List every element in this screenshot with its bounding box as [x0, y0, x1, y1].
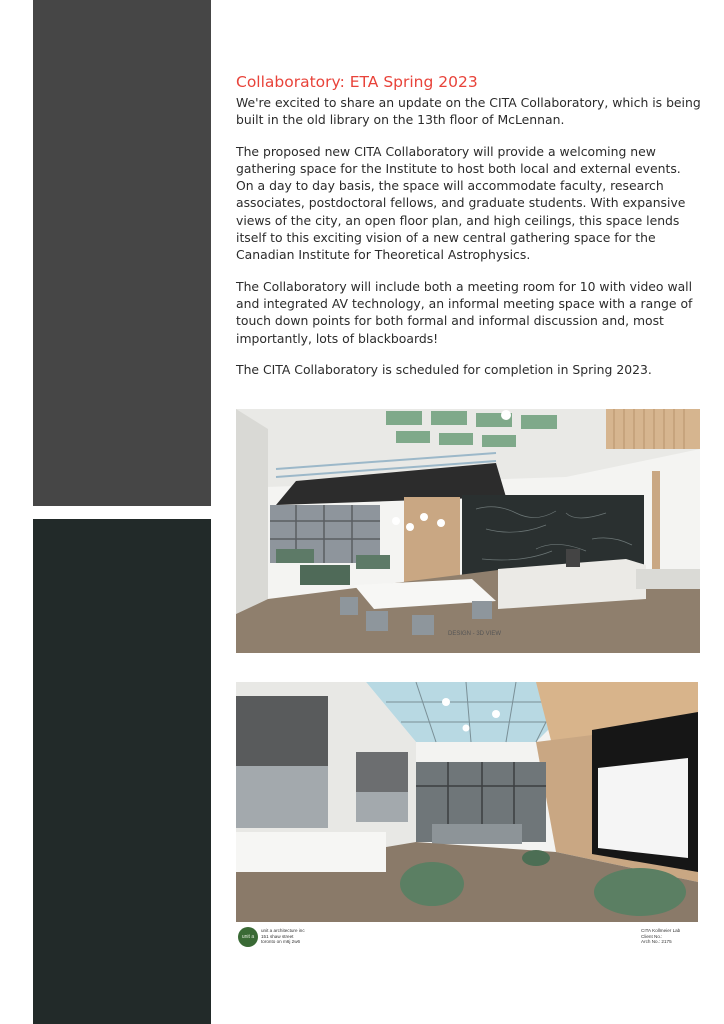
rendering-caption: DESIGN - 3D VIEW — [448, 631, 502, 637]
title-block-firm — [261, 928, 305, 945]
firm-logo: unit a — [238, 927, 258, 947]
project-line: Client No.: — [641, 933, 663, 939]
article-title: Collaboratory: ETA Spring 2023 — [236, 73, 478, 91]
rendering-lounge-view — [236, 682, 698, 922]
rendering-3d-view — [236, 409, 700, 653]
article-paragraph-1: We're excited to share an update on the CITA Collaboratory, which is being built in the old library on the 13th floor of McLennan. — [236, 95, 701, 128]
sidebar-top-panel — [33, 0, 211, 506]
sidebar-bottom-panel — [33, 519, 211, 1024]
article — [236, 72, 702, 392]
article-paragraph-3: The Collaboratory will include both a meeting room for 10 with video wall and integrated AV technology, an informal meeting space with a range of touch down points for both formal and informal discussion and, most importantly, lots of blackboards! — [236, 278, 693, 346]
article-paragraph-4: The CITA Collaboratory is scheduled for completion in Spring 2023. — [236, 361, 652, 377]
firm-line: unit a architecture inc — [261, 928, 305, 933]
firm-line: toronto on m6j 2w6 — [261, 939, 301, 944]
project-line: CITA Kollmeier Lab — [641, 928, 681, 933]
article-paragraph-2: The proposed new CITA Collaboratory will provide a welcoming new gathering space for the Institute to host both local and external events. On a day to day basis, the space will accommodate faculty, research associates, postdoctoral fellows, and graduate students. With expansive views of the city, an open floor plan, and high ceilings, this space lends itself to this exciting vision of a new central gathering space for the Canadian Institute for Theoretical Astrophysics. — [236, 143, 686, 263]
firm-line: 151 shaw street — [261, 933, 294, 939]
project-line: Arch No.: 2175 — [641, 939, 672, 944]
title-block-project — [641, 928, 680, 945]
